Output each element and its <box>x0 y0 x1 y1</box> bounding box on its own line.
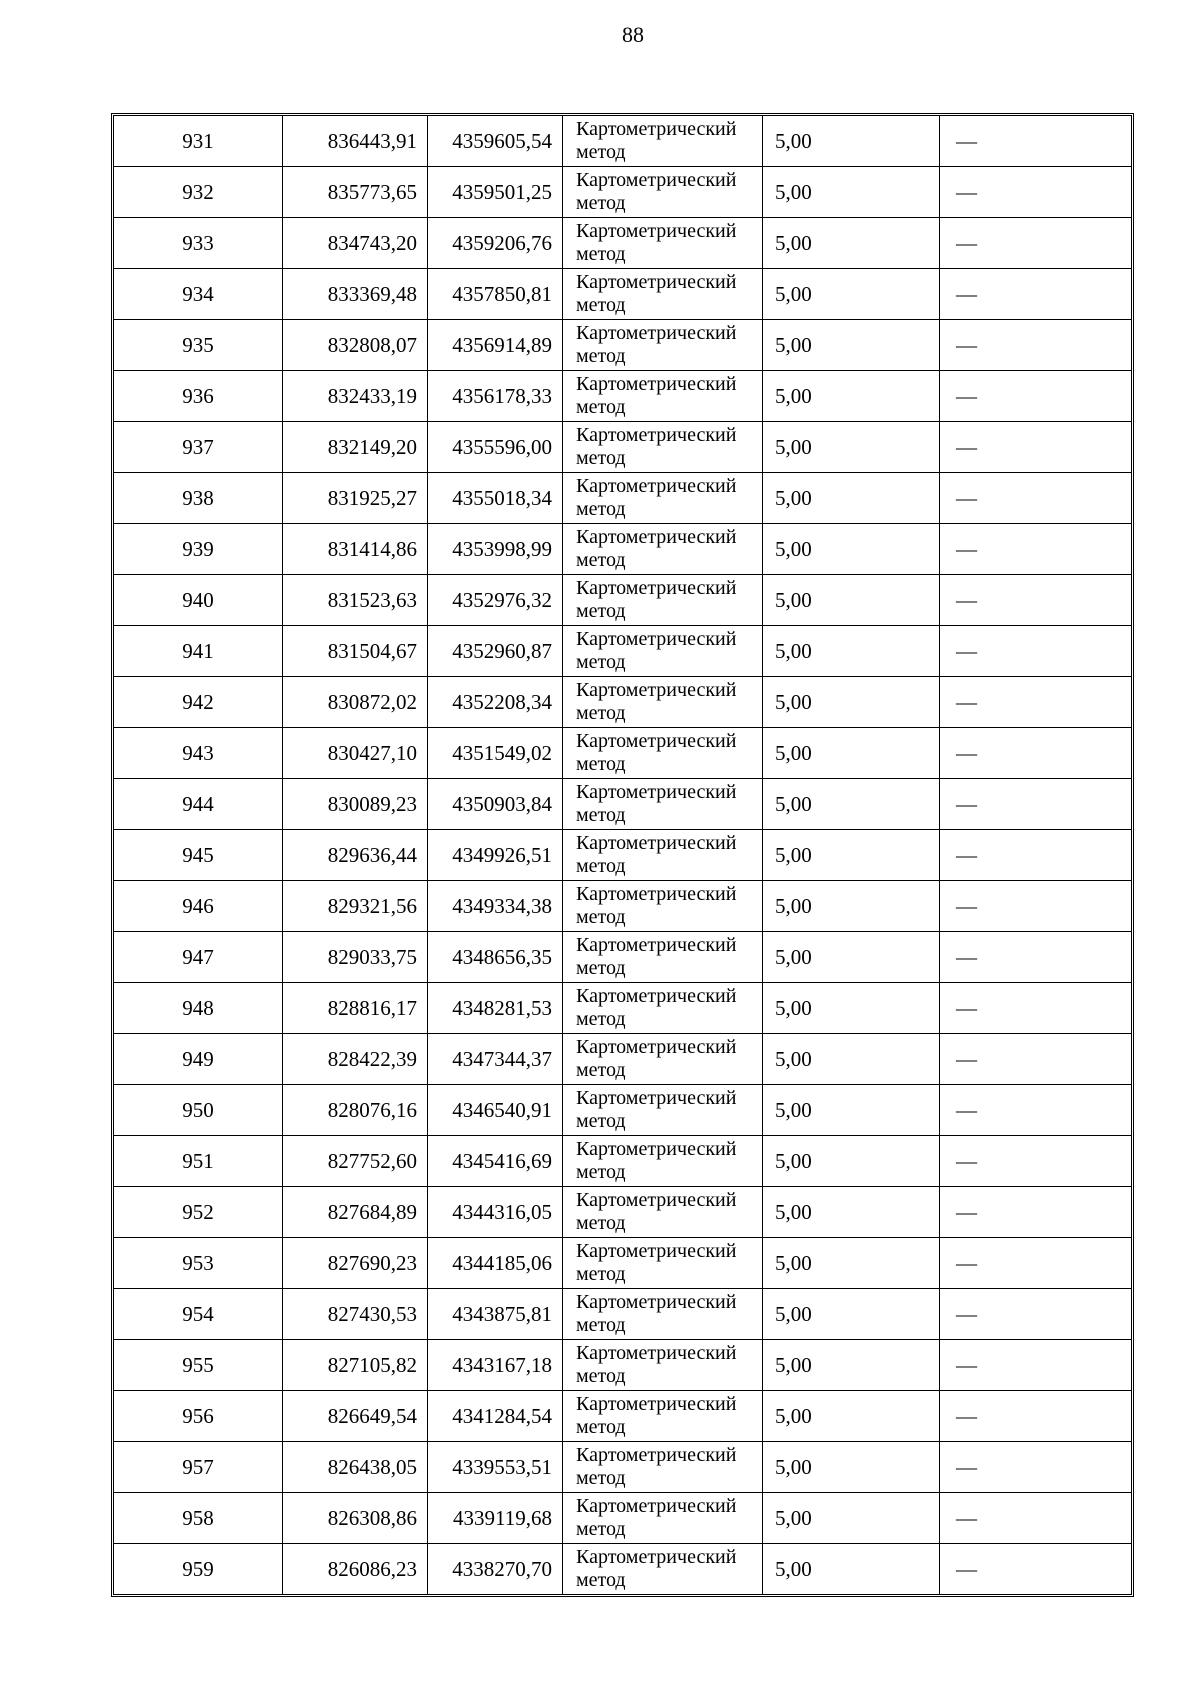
point-number-cell: 931 <box>114 116 283 167</box>
x-coordinate-cell: 832149,20 <box>283 422 428 473</box>
method-text: Картометрический метод <box>576 832 737 877</box>
note-cell: — <box>940 422 1132 473</box>
point-number-cell: 954 <box>114 1289 283 1340</box>
point-number-cell: 939 <box>114 524 283 575</box>
table-row <box>114 218 1131 269</box>
x-coordinate-cell: 827752,60 <box>283 1136 428 1187</box>
point-number-cell: 934 <box>114 269 283 320</box>
method-text: Картометрический метод <box>576 169 737 214</box>
table-row <box>114 1187 1131 1238</box>
note-cell: — <box>940 575 1132 626</box>
method-cell <box>563 677 763 728</box>
accuracy-cell: 5,00 <box>763 728 940 779</box>
point-number-cell: 958 <box>114 1493 283 1544</box>
table-row <box>114 371 1131 422</box>
point-number-cell: 946 <box>114 881 283 932</box>
y-coordinate-cell: 4352960,87 <box>428 626 563 677</box>
method-text: Картометрический метод <box>576 118 737 163</box>
note-cell: — <box>940 1136 1132 1187</box>
table-row <box>114 932 1131 983</box>
y-coordinate-cell: 4356178,33 <box>428 371 563 422</box>
point-number-cell: 955 <box>114 1340 283 1391</box>
y-coordinate-cell: 4341284,54 <box>428 1391 563 1442</box>
table-row <box>114 575 1131 626</box>
y-coordinate-cell: 4357850,81 <box>428 269 563 320</box>
coordinates-table <box>114 116 1131 1594</box>
method-cell <box>563 881 763 932</box>
y-coordinate-cell: 4339119,68 <box>428 1493 563 1544</box>
x-coordinate-cell: 826086,23 <box>283 1544 428 1595</box>
table-row <box>114 1136 1131 1187</box>
x-coordinate-cell: 830872,02 <box>283 677 428 728</box>
point-number-cell: 959 <box>114 1544 283 1595</box>
method-text: Картометрический метод <box>576 781 737 826</box>
note-cell: — <box>940 116 1132 167</box>
point-number-cell: 937 <box>114 422 283 473</box>
point-number-cell: 940 <box>114 575 283 626</box>
table-row <box>114 320 1131 371</box>
accuracy-cell: 5,00 <box>763 1136 940 1187</box>
table-row <box>114 1544 1131 1595</box>
accuracy-cell: 5,00 <box>763 1442 940 1493</box>
accuracy-cell: 5,00 <box>763 269 940 320</box>
point-number-cell: 957 <box>114 1442 283 1493</box>
note-cell: — <box>940 524 1132 575</box>
point-number-cell: 951 <box>114 1136 283 1187</box>
table-row <box>114 983 1131 1034</box>
method-text: Картометрический метод <box>576 934 737 979</box>
accuracy-cell: 5,00 <box>763 524 940 575</box>
method-text: Картометрический метод <box>576 1240 737 1285</box>
point-number-cell: 956 <box>114 1391 283 1442</box>
x-coordinate-cell: 833369,48 <box>283 269 428 320</box>
method-text: Картометрический метод <box>576 730 737 775</box>
method-cell <box>563 218 763 269</box>
method-text: Картометрический метод <box>576 1342 737 1387</box>
note-cell: — <box>940 320 1132 371</box>
method-cell <box>563 524 763 575</box>
point-number-cell: 953 <box>114 1238 283 1289</box>
y-coordinate-cell: 4348281,53 <box>428 983 563 1034</box>
note-cell: — <box>940 1493 1132 1544</box>
note-cell: — <box>940 932 1132 983</box>
accuracy-cell: 5,00 <box>763 575 940 626</box>
method-cell <box>563 269 763 320</box>
table-row <box>114 830 1131 881</box>
note-cell: — <box>940 728 1132 779</box>
method-cell <box>563 320 763 371</box>
method-text: Картометрический метод <box>576 1087 737 1132</box>
table-row <box>114 677 1131 728</box>
note-cell: — <box>940 626 1132 677</box>
accuracy-cell: 5,00 <box>763 1544 940 1595</box>
y-coordinate-cell: 4359501,25 <box>428 167 563 218</box>
note-cell: — <box>940 1187 1132 1238</box>
y-coordinate-cell: 4355018,34 <box>428 473 563 524</box>
method-text: Картометрический метод <box>576 526 737 571</box>
table-row <box>114 881 1131 932</box>
accuracy-cell: 5,00 <box>763 1289 940 1340</box>
method-text: Картометрический метод <box>576 373 737 418</box>
note-cell: — <box>940 167 1132 218</box>
note-cell: — <box>940 830 1132 881</box>
y-coordinate-cell: 4355596,00 <box>428 422 563 473</box>
method-cell <box>563 1340 763 1391</box>
method-cell <box>563 626 763 677</box>
method-text: Картометрический метод <box>576 1036 737 1081</box>
y-coordinate-cell: 4351549,02 <box>428 728 563 779</box>
accuracy-cell: 5,00 <box>763 932 940 983</box>
method-text: Картометрический метод <box>576 628 737 673</box>
method-cell <box>563 1442 763 1493</box>
x-coordinate-cell: 831414,86 <box>283 524 428 575</box>
method-cell <box>563 1136 763 1187</box>
table-row <box>114 1391 1131 1442</box>
method-text: Картометрический метод <box>576 271 737 316</box>
table-row <box>114 269 1131 320</box>
x-coordinate-cell: 834743,20 <box>283 218 428 269</box>
y-coordinate-cell: 4343167,18 <box>428 1340 563 1391</box>
x-coordinate-cell: 831925,27 <box>283 473 428 524</box>
accuracy-cell: 5,00 <box>763 1238 940 1289</box>
accuracy-cell: 5,00 <box>763 167 940 218</box>
y-coordinate-cell: 4339553,51 <box>428 1442 563 1493</box>
method-text: Картометрический метод <box>576 424 737 469</box>
x-coordinate-cell: 827684,89 <box>283 1187 428 1238</box>
table-row <box>114 1034 1131 1085</box>
method-cell <box>563 728 763 779</box>
y-coordinate-cell: 4344316,05 <box>428 1187 563 1238</box>
method-cell <box>563 1289 763 1340</box>
x-coordinate-cell: 829033,75 <box>283 932 428 983</box>
x-coordinate-cell: 829321,56 <box>283 881 428 932</box>
method-text: Картометрический метод <box>576 322 737 367</box>
method-text: Картометрический метод <box>576 883 737 928</box>
y-coordinate-cell: 4356914,89 <box>428 320 563 371</box>
y-coordinate-cell: 4352976,32 <box>428 575 563 626</box>
method-text: Картометрический метод <box>576 1546 737 1591</box>
table-row <box>114 524 1131 575</box>
table-row <box>114 779 1131 830</box>
x-coordinate-cell: 827690,23 <box>283 1238 428 1289</box>
point-number-cell: 936 <box>114 371 283 422</box>
method-cell <box>563 830 763 881</box>
note-cell: — <box>940 1289 1132 1340</box>
accuracy-cell: 5,00 <box>763 218 940 269</box>
x-coordinate-cell: 826649,54 <box>283 1391 428 1442</box>
table-row <box>114 1289 1131 1340</box>
x-coordinate-cell: 831523,63 <box>283 575 428 626</box>
method-text: Картометрический метод <box>576 1138 737 1183</box>
point-number-cell: 950 <box>114 1085 283 1136</box>
accuracy-cell: 5,00 <box>763 1493 940 1544</box>
y-coordinate-cell: 4359206,76 <box>428 218 563 269</box>
point-number-cell: 949 <box>114 1034 283 1085</box>
method-cell <box>563 1391 763 1442</box>
y-coordinate-cell: 4349926,51 <box>428 830 563 881</box>
x-coordinate-cell: 835773,65 <box>283 167 428 218</box>
table-row <box>114 728 1131 779</box>
y-coordinate-cell: 4344185,06 <box>428 1238 563 1289</box>
x-coordinate-cell: 830089,23 <box>283 779 428 830</box>
point-number-cell: 952 <box>114 1187 283 1238</box>
y-coordinate-cell: 4343875,81 <box>428 1289 563 1340</box>
note-cell: — <box>940 983 1132 1034</box>
accuracy-cell: 5,00 <box>763 320 940 371</box>
y-coordinate-cell: 4353998,99 <box>428 524 563 575</box>
point-number-cell: 947 <box>114 932 283 983</box>
coordinates-table-body <box>114 116 1131 1594</box>
point-number-cell: 933 <box>114 218 283 269</box>
y-coordinate-cell: 4348656,35 <box>428 932 563 983</box>
point-number-cell: 932 <box>114 167 283 218</box>
x-coordinate-cell: 832433,19 <box>283 371 428 422</box>
point-number-cell: 942 <box>114 677 283 728</box>
x-coordinate-cell: 827430,53 <box>283 1289 428 1340</box>
method-text: Картометрический метод <box>576 1291 737 1336</box>
y-coordinate-cell: 4352208,34 <box>428 677 563 728</box>
method-cell <box>563 1238 763 1289</box>
accuracy-cell: 5,00 <box>763 830 940 881</box>
x-coordinate-cell: 828076,16 <box>283 1085 428 1136</box>
note-cell: — <box>940 473 1132 524</box>
x-coordinate-cell: 830427,10 <box>283 728 428 779</box>
x-coordinate-cell: 832808,07 <box>283 320 428 371</box>
note-cell: — <box>940 779 1132 830</box>
note-cell: — <box>940 1085 1132 1136</box>
y-coordinate-cell: 4350903,84 <box>428 779 563 830</box>
table-row <box>114 167 1131 218</box>
accuracy-cell: 5,00 <box>763 1187 940 1238</box>
note-cell: — <box>940 1544 1132 1595</box>
method-text: Картометрический метод <box>576 220 737 265</box>
method-text: Картометрический метод <box>576 679 737 724</box>
method-cell <box>563 1493 763 1544</box>
table-row <box>114 1238 1131 1289</box>
note-cell: — <box>940 1340 1132 1391</box>
method-cell <box>563 1544 763 1595</box>
point-number-cell: 948 <box>114 983 283 1034</box>
method-text: Картометрический метод <box>576 475 737 520</box>
accuracy-cell: 5,00 <box>763 881 940 932</box>
accuracy-cell: 5,00 <box>763 473 940 524</box>
x-coordinate-cell: 828816,17 <box>283 983 428 1034</box>
accuracy-cell: 5,00 <box>763 116 940 167</box>
accuracy-cell: 5,00 <box>763 1034 940 1085</box>
accuracy-cell: 5,00 <box>763 1340 940 1391</box>
note-cell: — <box>940 881 1132 932</box>
method-cell <box>563 932 763 983</box>
accuracy-cell: 5,00 <box>763 371 940 422</box>
table-row <box>114 1085 1131 1136</box>
point-number-cell: 938 <box>114 473 283 524</box>
accuracy-cell: 5,00 <box>763 626 940 677</box>
note-cell: — <box>940 218 1132 269</box>
table-row <box>114 473 1131 524</box>
x-coordinate-cell: 827105,82 <box>283 1340 428 1391</box>
table-row <box>114 626 1131 677</box>
note-cell: — <box>940 1442 1132 1493</box>
accuracy-cell: 5,00 <box>763 983 940 1034</box>
point-number-cell: 943 <box>114 728 283 779</box>
method-text: Картометрический метод <box>576 1444 737 1489</box>
x-coordinate-cell: 828422,39 <box>283 1034 428 1085</box>
y-coordinate-cell: 4338270,70 <box>428 1544 563 1595</box>
table-row <box>114 1442 1131 1493</box>
method-cell <box>563 167 763 218</box>
x-coordinate-cell: 826308,86 <box>283 1493 428 1544</box>
x-coordinate-cell: 829636,44 <box>283 830 428 881</box>
accuracy-cell: 5,00 <box>763 1391 940 1442</box>
y-coordinate-cell: 4346540,91 <box>428 1085 563 1136</box>
table-row <box>114 1493 1131 1544</box>
method-cell <box>563 1085 763 1136</box>
x-coordinate-cell: 831504,67 <box>283 626 428 677</box>
y-coordinate-cell: 4359605,54 <box>428 116 563 167</box>
y-coordinate-cell: 4347344,37 <box>428 1034 563 1085</box>
method-cell <box>563 1034 763 1085</box>
method-cell <box>563 422 763 473</box>
accuracy-cell: 5,00 <box>763 677 940 728</box>
note-cell: — <box>940 1391 1132 1442</box>
note-cell: — <box>940 371 1132 422</box>
y-coordinate-cell: 4345416,69 <box>428 1136 563 1187</box>
note-cell: — <box>940 1238 1132 1289</box>
accuracy-cell: 5,00 <box>763 1085 940 1136</box>
x-coordinate-cell: 836443,91 <box>283 116 428 167</box>
point-number-cell: 935 <box>114 320 283 371</box>
point-number-cell: 945 <box>114 830 283 881</box>
note-cell: — <box>940 1034 1132 1085</box>
method-cell <box>563 983 763 1034</box>
table-row <box>114 116 1131 167</box>
method-text: Картометрический метод <box>576 985 737 1030</box>
table-row <box>114 1340 1131 1391</box>
y-coordinate-cell: 4349334,38 <box>428 881 563 932</box>
method-text: Картометрический метод <box>576 1393 737 1438</box>
accuracy-cell: 5,00 <box>763 422 940 473</box>
note-cell: — <box>940 269 1132 320</box>
method-text: Картометрический метод <box>576 1495 737 1540</box>
coordinates-table-frame <box>111 113 1134 1597</box>
point-number-cell: 944 <box>114 779 283 830</box>
method-cell <box>563 1187 763 1238</box>
x-coordinate-cell: 826438,05 <box>283 1442 428 1493</box>
accuracy-cell: 5,00 <box>763 779 940 830</box>
method-cell <box>563 575 763 626</box>
method-cell <box>563 779 763 830</box>
method-cell <box>563 473 763 524</box>
table-row <box>114 422 1131 473</box>
page-number: 88 <box>622 22 644 47</box>
method-text: Картометрический метод <box>576 1189 737 1234</box>
method-cell <box>563 116 763 167</box>
point-number-cell: 941 <box>114 626 283 677</box>
method-text: Картометрический метод <box>576 577 737 622</box>
note-cell: — <box>940 677 1132 728</box>
method-cell <box>563 371 763 422</box>
